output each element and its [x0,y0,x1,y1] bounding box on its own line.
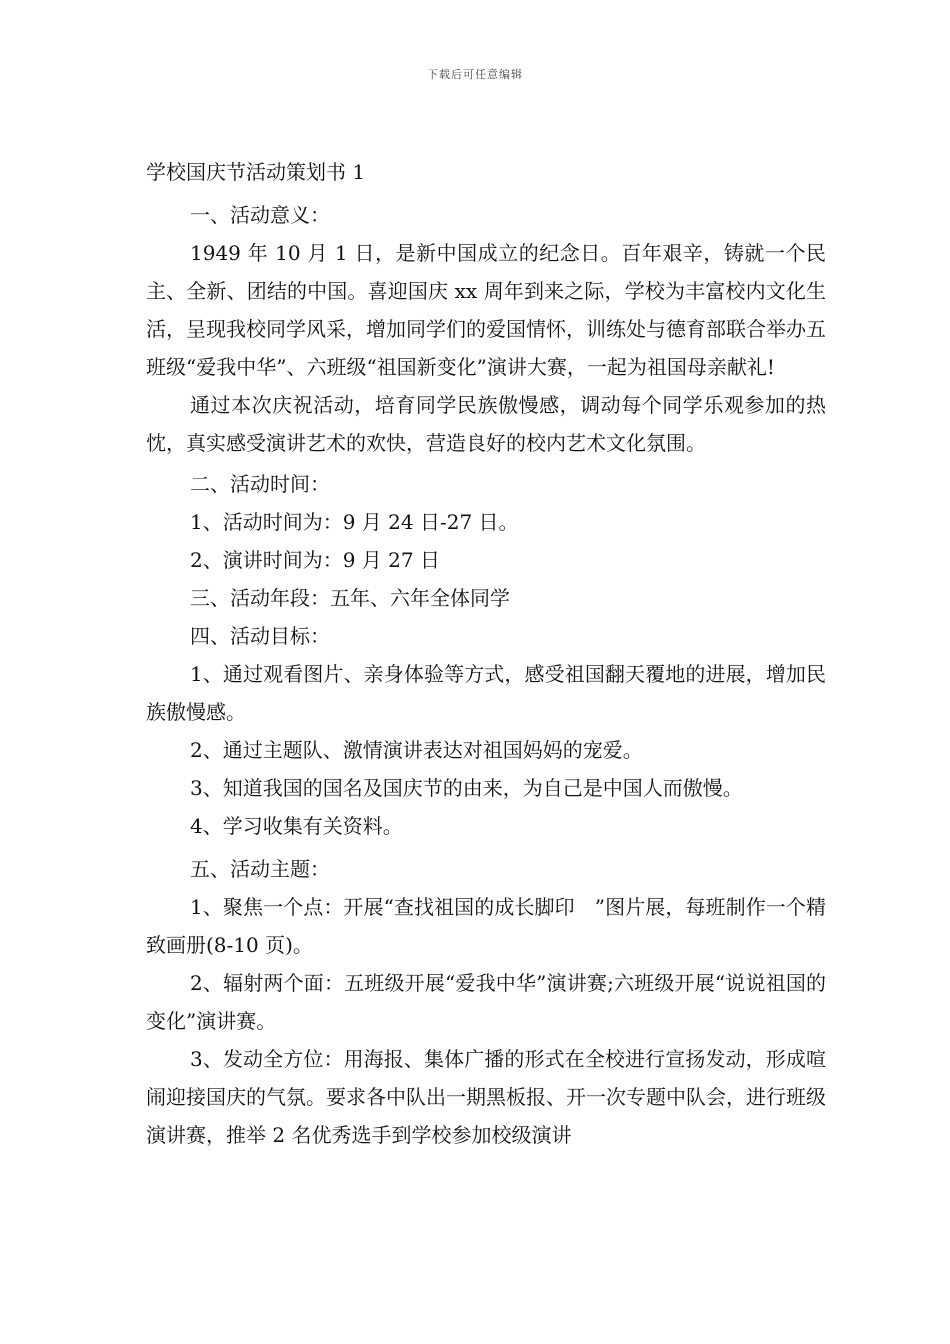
section-heading-time: 二、活动时间： [190,472,330,496]
document-body [146,196,826,1154]
paragraph-significance: 1949 年 10 月 1 日，是新中国成立的纪念日。百年艰辛，铸就一个民主、全新、团结的中国。喜迎国庆 xx 周年到来之际，学校为丰富校内文化生活，呈现我校同学风采，增加同学们的爱国情怀，训练处与德育部联合举办五班级“爱我中华”、六班级“祖国新变化”演讲大赛，一起为祖国母亲献礼! [146,241,826,379]
list-item-time-2: 2、演讲时间为：9 月 27 日 [190,548,440,572]
paragraph-purpose: 通过本次庆祝活动，培育同学民族傲慢感，调动每个同学乐观参加的热忱，真实感受演讲艺术的欢快，营造良好的校内艺术文化氛围。 [146,393,826,455]
list-item-goal-1: 1、通过观看图片、亲身体验等方式，感受祖国翻天覆地的进展，增加民族傲慢感。 [146,662,826,724]
list-item-goal-2: 2、通过主题队、激情演讲表达对祖国妈妈的宠爱。 [190,738,643,762]
section-heading-significance: 一、活动意义： [190,203,330,227]
list-item-theme-3: 3、发动全方位：用海报、集体广播的形式在全校进行宣扬发动，形成喧闹迎接国庆的气氛。要求各中队出一期黑板报、开一次专题中队会，进行班级演讲赛，推举 2 名优秀选手到学校参加校级演讲 [146,1047,826,1147]
document-title: 学校国庆节活动策划书 1 [146,160,366,184]
list-item-goal-3: 3、知道我国的国名及国庆节的由来，为自己是中国人而傲慢。 [190,776,743,800]
list-item-goal-4: 4、学习收集有关资料。 [190,814,403,838]
section-heading-goals: 四、活动目标： [190,624,330,648]
list-item-theme-2: 2、辐射两个面：五班级开展“爱我中华”演讲赛;六班级开展“说说祖国的变化”演讲赛。 [146,971,826,1033]
list-item-theme-1: 1、聚焦一个点：开展“查找祖国的成长脚印 ”图片展，每班制作一个精致画册(8-10 页)。 [146,895,826,957]
section-heading-grades: 三、活动年段：五年、六年全体同学 [190,586,510,610]
page-header: 下载后可任意编辑 [427,68,523,81]
section-heading-theme: 五、活动主题： [190,857,330,881]
list-item-time-1: 1、活动时间为：9 月 24 日-27 日。 [190,510,519,534]
